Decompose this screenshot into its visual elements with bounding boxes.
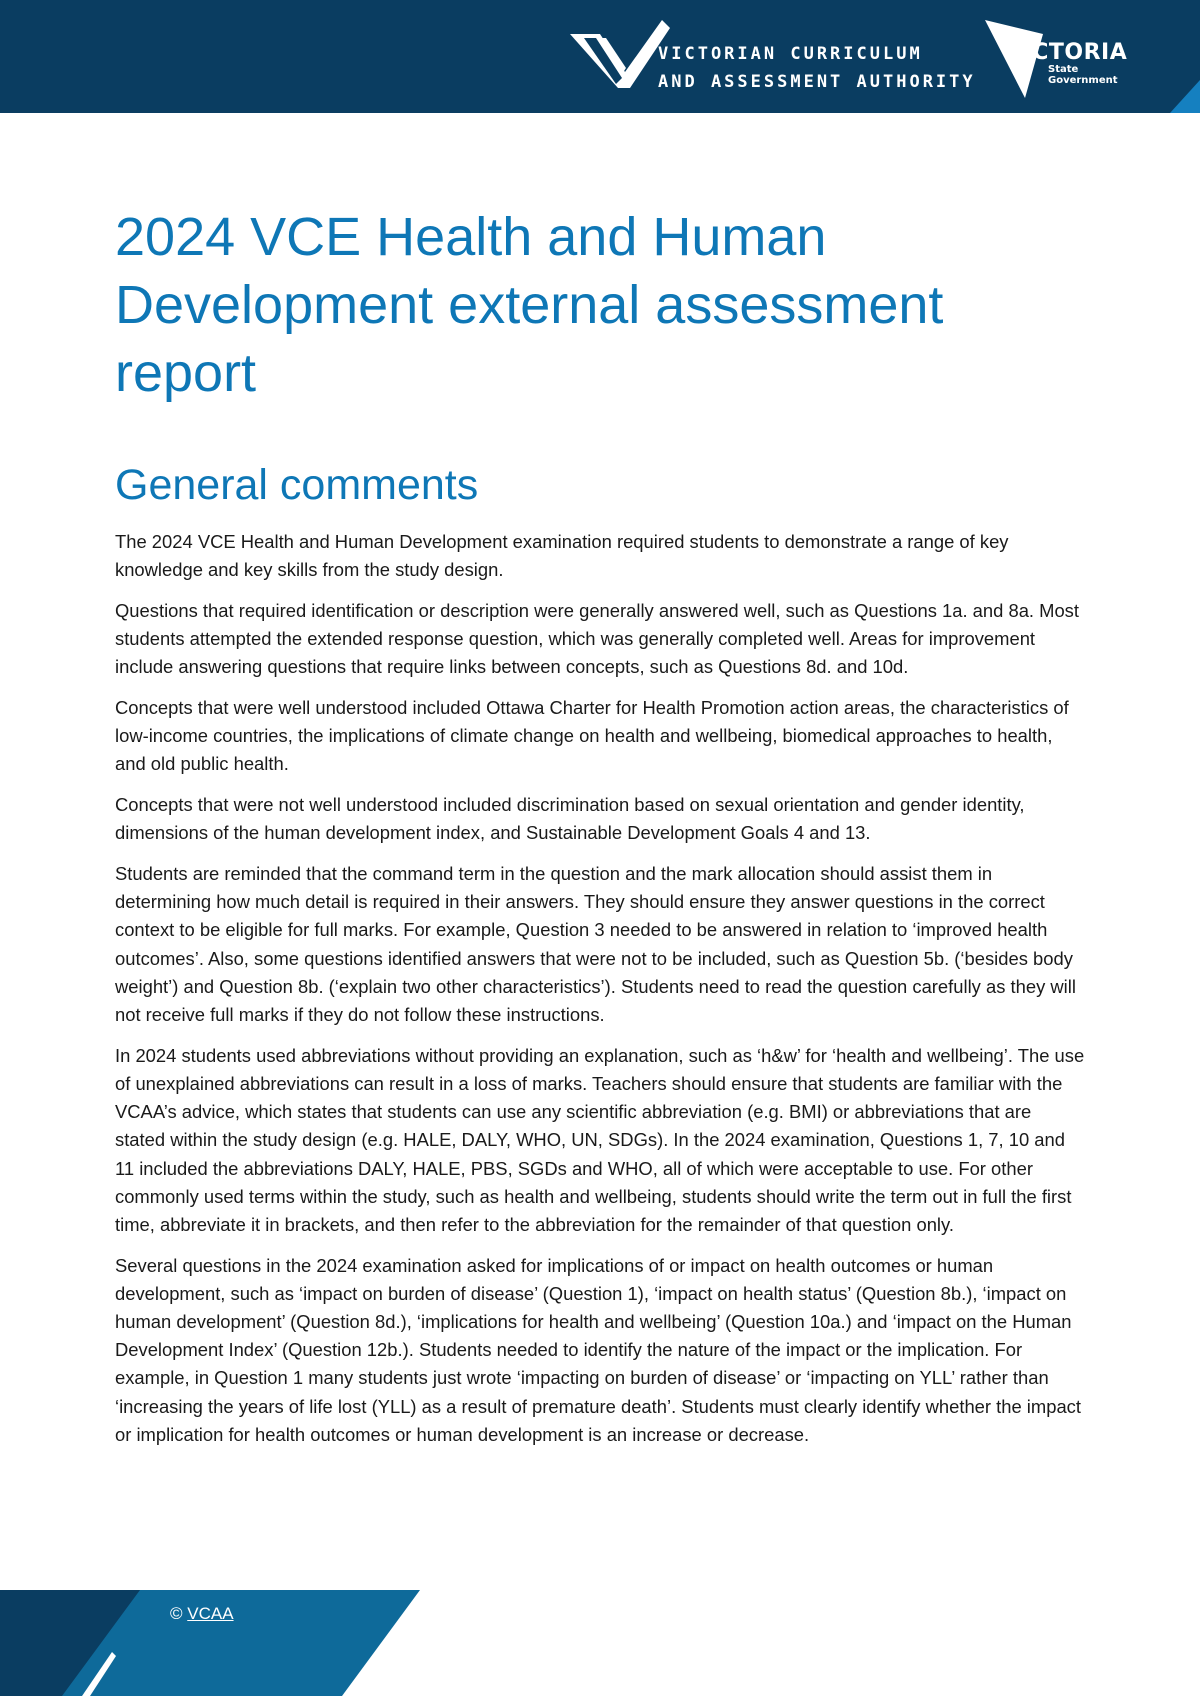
vcaa-org-name-line1: VICTORIAN CURRICULUM: [658, 44, 923, 64]
vcaa-org-name-line2: AND ASSESSMENT AUTHORITY: [658, 72, 976, 92]
page-header: [0, 0, 1200, 113]
body-paragraph: Students are reminded that the command term in the question and the mark allocation should assist them in determining how much detail is required in their answers. They should ensure they answer questions in the correct context to be eligible for full marks. For example, Question 3 needed to be answered in relation to ‘improved health outcomes’. Also, some questions identified answers that were not to be included, such as Question 5b. (‘besides body weight’) and Question 8b. (‘explain two other characteristics’). Students need to read the question carefully as they will not receive full marks if they do not follow these instructions.: [115, 863, 1076, 1026]
victoria-government-sub2: Government: [1048, 75, 1118, 86]
document-body: [115, 528, 1085, 1462]
body-paragraph: Concepts that were not well understood included discrimination based on sexual orientation and gender identity, dimensions of the human development index, and Sustainable Development Goals 4 and 13.: [115, 794, 1025, 844]
body-paragraph: Concepts that were well understood included Ottawa Charter for Health Promotion action areas, the characteristics of low-income countries, the implications of climate change on health and wellbeing, biomedical approaches to health, and old public health.: [115, 697, 1069, 775]
page-footer: [0, 1590, 1200, 1696]
vcaa-org-name: [658, 40, 976, 96]
victoria-government-subtitle: [1048, 64, 1118, 86]
section-heading-general-comments: General comments: [115, 461, 479, 509]
body-paragraph: The 2024 VCE Health and Human Development examination required students to demonstrate a range of key knowledge and key skills from the study design.: [115, 531, 1009, 581]
body-paragraph: Several questions in the 2024 examination asked for implications of or impact on health outcomes or human development, such as ‘impact on burden of disease’ (Question 1), ‘impact on health status’ (Question 8b.), ‘impact on human development’ (Question 8d.), ‘implications for health and wellbeing’ (Question 10a.) and ‘impact on the Human Development Index’ (Question 12b.). Students needed to identify the nature of the impact or the implication. For example, in Question 1 many students just wrote ‘impacting on burden of disease’ or ‘impacting on YLL’ rather than ‘increasing the years of life lost (YLL) as a result of premature death’. Students must clearly identify whether the impact or implication for health outcomes or human development is an increase or decrease.: [115, 1254, 1081, 1445]
footer-copyright: [170, 1604, 234, 1624]
body-paragraph: In 2024 students used abbreviations without providing an explanation, such as ‘h&w’ for ‘health and wellbeing’. The use of unexplained abbreviations can result in a loss of marks. Teachers should ensure that students are familiar with the VCAA’s advice, which states that students can use any scientific abbreviation (e.g. BMI) or abbreviations that are stated within the study design (e.g. HALE, DALY, WHO, UN, SDGs). In the 2024 examination, Questions 1, 7, 10 and 11 included the abbreviations DALY, HALE, PBS, SGDs and WHO, all of which were acceptable to use. For other commonly used terms within the study, such as health and wellbeing, students should write the term out in full the first time, abbreviate it in brackets, and then refer to the abbreviation for the remainder of that question only.: [115, 1044, 1085, 1235]
victoria-government-sub1: State: [1048, 64, 1079, 75]
victoria-government-wordmark: VICTORIA: [1006, 40, 1128, 65]
body-paragraph: Questions that required identification or description were generally answered well, such as Questions 1a. and 8a. Most students attempted the extended response question, which was generally completed well. Areas for improvement include answering questions that require links between concepts, such as Questions 8d. and 10d.: [115, 599, 1079, 678]
header-accent-stripe: [1140, 0, 1200, 113]
copyright-symbol: ©: [170, 1604, 183, 1623]
vcaa-link[interactable]: VCAA: [187, 1604, 234, 1623]
document-title: 2024 VCE Health and Human Development external assessment report: [115, 207, 944, 403]
